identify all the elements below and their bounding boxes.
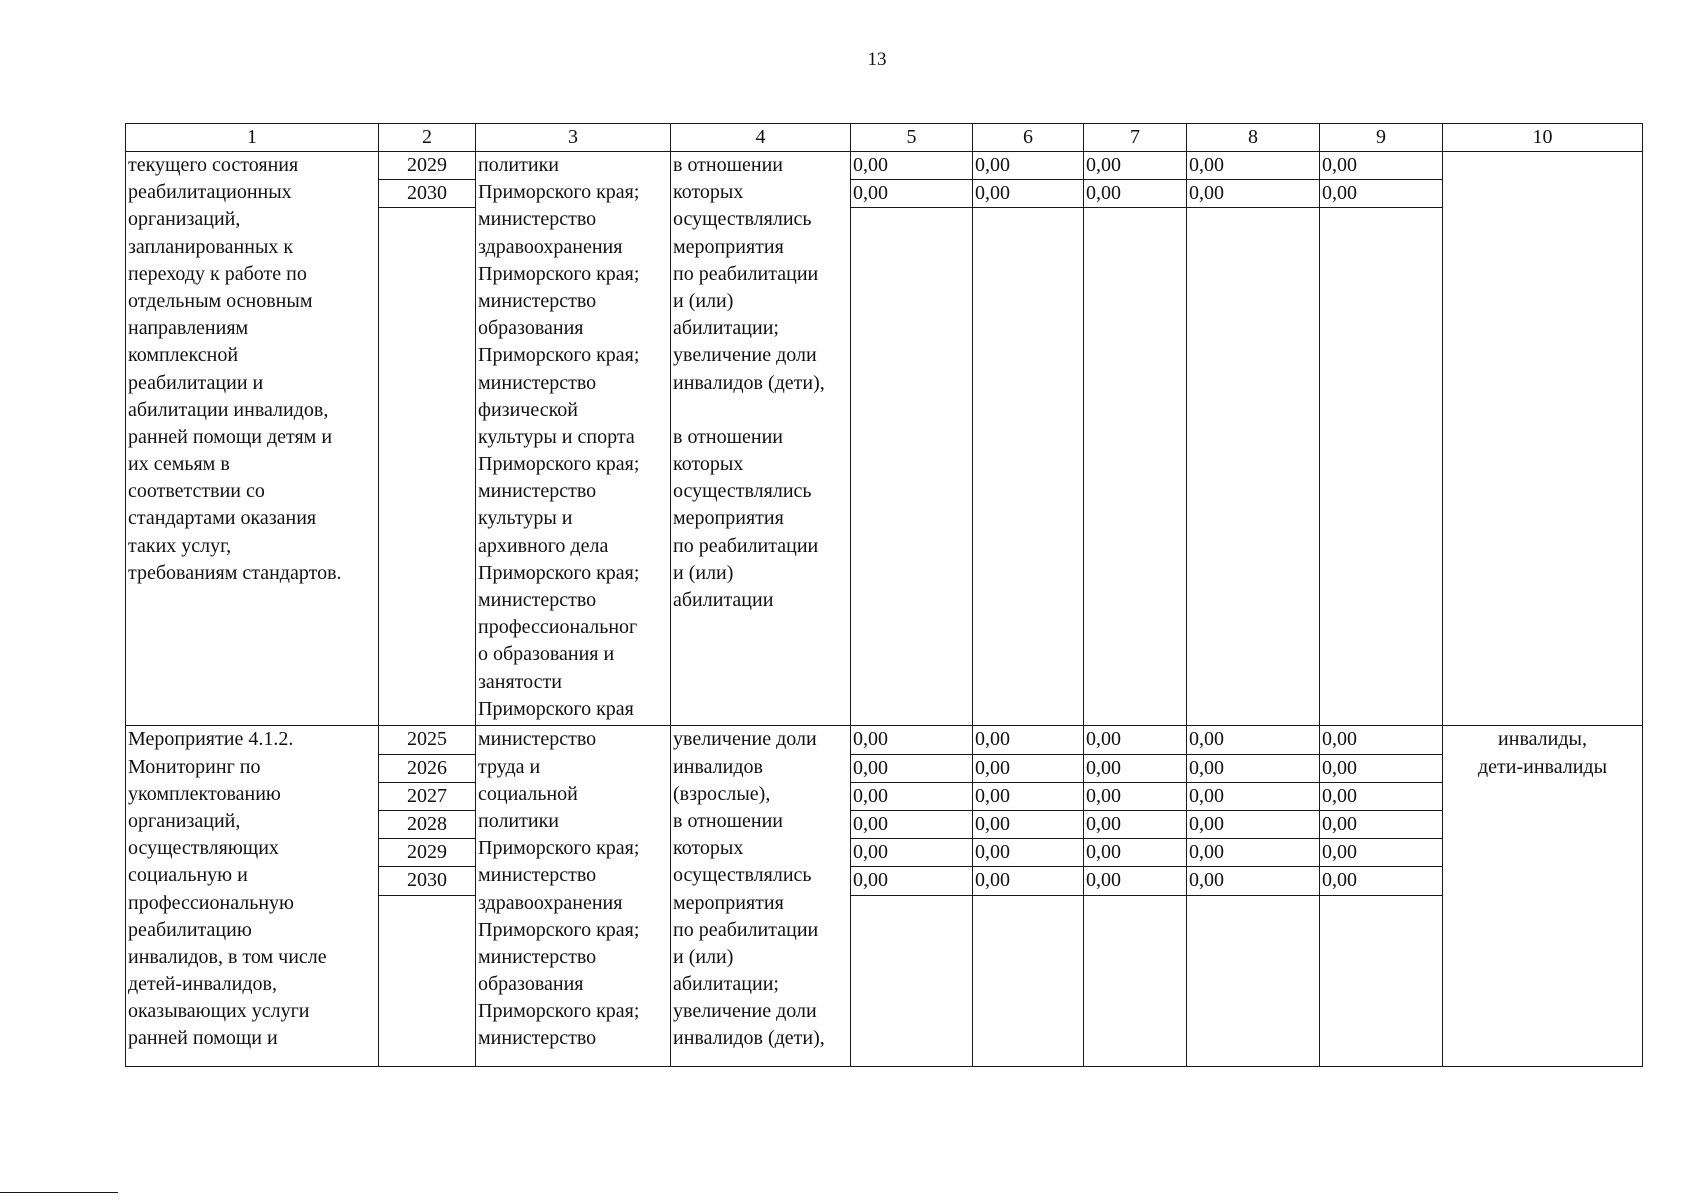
text-line: абилитации инвалидов, [128, 398, 329, 421]
text-line: Приморского края; [478, 918, 640, 941]
text-line: осуществлялись [673, 864, 812, 887]
value-cell: 0,00 [851, 782, 973, 810]
empty-cell [973, 208, 1084, 726]
text-line: осуществляющих [128, 837, 279, 860]
text-line: стандартами оказания [128, 507, 317, 530]
value-cell: 0,00 [1084, 811, 1187, 839]
year-cell: 2030 [379, 867, 476, 895]
text-line: мероприятия [673, 891, 784, 914]
text-line: отдельным основным [128, 289, 313, 312]
text-line: по реабилитации [673, 534, 819, 557]
text-line: Мероприятие 4.1.2. [128, 728, 294, 751]
text-line: комплексной [128, 344, 239, 367]
text-line: министерство [478, 1027, 597, 1050]
text-line: Приморского края; [478, 561, 640, 584]
year-cell: 2025 [379, 726, 476, 754]
empty-cell [1084, 895, 1187, 1066]
value-cell: 0,00 [1187, 839, 1320, 867]
text-line: инвалидов (дети), [673, 1027, 825, 1050]
beneficiaries-cell [1443, 152, 1643, 726]
empty-cell [379, 895, 476, 1066]
year-cell: 2028 [379, 811, 476, 839]
text-line: абилитации; [673, 317, 779, 340]
value-cell: 0,00 [1320, 152, 1443, 180]
text-line: соответствии со [128, 480, 265, 503]
text-line: образования [478, 973, 584, 996]
header-cell: 1 [126, 124, 379, 152]
value-cell: 0,00 [851, 152, 973, 180]
column-number-row [126, 124, 1643, 152]
empty-cell [1187, 208, 1320, 726]
text-line: оказывающих услуги [128, 1000, 310, 1023]
text-line: реабилитации и [128, 371, 264, 394]
text-line: текущего состояния [128, 154, 299, 176]
text-line: таких услуг, [128, 534, 232, 557]
text-line: организаций, [128, 809, 241, 832]
text-line: занятости [478, 670, 562, 693]
value-cell: 0,00 [1187, 726, 1320, 754]
text-line: Приморского края; [478, 344, 640, 367]
text-line: Приморского края; [478, 837, 640, 860]
value-cell: 0,00 [851, 867, 973, 895]
text-line: министерство [478, 480, 597, 503]
text-line: ранней помощи детям и [128, 425, 333, 448]
value-cell: 0,00 [973, 839, 1084, 867]
text-line: политики [478, 154, 559, 176]
value-cell: 0,00 [1320, 782, 1443, 810]
text-line: профессиональног [478, 616, 638, 639]
text-line: по реабилитации [673, 918, 819, 941]
table-row [126, 152, 1643, 180]
text-line: Приморского края; [478, 181, 640, 204]
text-line: реабилитацию [128, 918, 252, 941]
year-cell: 2030 [379, 180, 476, 208]
responsible-executors-cell [476, 726, 671, 1066]
text-line: их семьям в [128, 453, 230, 476]
activity-description-cell [126, 152, 379, 726]
text-line: укомплектованию [128, 782, 281, 805]
text-line: труда и [478, 755, 541, 778]
text-line: в отношении [673, 425, 784, 448]
text-line: и (или) [673, 945, 734, 968]
text-line: образования [478, 317, 584, 340]
table-row [126, 726, 1643, 754]
value-cell: 0,00 [973, 152, 1084, 180]
empty-cell [1320, 208, 1443, 726]
text-line: в отношении [673, 154, 784, 176]
text-line: министерство [478, 864, 597, 887]
text-line: культуры и спорта [478, 425, 635, 448]
value-cell: 0,00 [1187, 152, 1320, 180]
text-line: политики [478, 809, 559, 832]
text-line: Приморского края; [478, 1000, 640, 1023]
header-cell: 6 [973, 124, 1084, 152]
value-cell: 0,00 [1084, 726, 1187, 754]
empty-cell [1084, 208, 1187, 726]
table-body [126, 124, 1643, 1067]
value-cell: 0,00 [1187, 782, 1320, 810]
text-line: переходу к работе по [128, 262, 307, 285]
value-cell: 0,00 [973, 726, 1084, 754]
value-cell: 0,00 [1320, 180, 1443, 208]
value-cell: 0,00 [851, 811, 973, 839]
value-cell: 0,00 [1320, 726, 1443, 754]
responsible-executors-cell [476, 152, 671, 726]
indicator-cell [671, 152, 851, 726]
text-line: мероприятия [673, 235, 784, 258]
text-line: осуществлялись [673, 208, 812, 231]
value-cell: 0,00 [1187, 754, 1320, 782]
header-cell: 3 [476, 124, 671, 152]
value-cell: 0,00 [1084, 152, 1187, 180]
text-line: ранней помощи и [128, 1027, 278, 1050]
text-line: культуры и [478, 507, 573, 530]
text-line: увеличение доли [673, 344, 817, 367]
text-line: и (или) [673, 561, 734, 584]
year-cell: 2026 [379, 754, 476, 782]
header-cell: 9 [1320, 124, 1443, 152]
text-line: увеличение доли [673, 1000, 817, 1023]
beneficiaries-cell [1443, 726, 1643, 1066]
indicator-cell [671, 726, 851, 1066]
text-line: архивного дела [478, 534, 609, 557]
text-line: министерство [478, 728, 597, 751]
text-line: запланированных к [128, 235, 294, 258]
value-cell: 0,00 [1187, 180, 1320, 208]
text-line: которых [673, 453, 744, 476]
text-line: детей-инвалидов, [128, 973, 277, 996]
value-cell: 0,00 [1187, 867, 1320, 895]
text-line: которых [673, 837, 744, 860]
empty-cell [973, 895, 1084, 1066]
value-cell: 0,00 [1320, 839, 1443, 867]
text-line: о образования и [478, 643, 615, 666]
text-line: физической [478, 398, 578, 421]
header-cell: 5 [851, 124, 973, 152]
text-line: социальной [478, 782, 578, 805]
value-cell: 0,00 [1084, 867, 1187, 895]
value-cell: 0,00 [973, 811, 1084, 839]
page-number: 13 [867, 49, 887, 70]
text-line: министерство [478, 371, 597, 394]
value-cell: 0,00 [1320, 811, 1443, 839]
value-cell: 0,00 [973, 180, 1084, 208]
text-line: абилитации; [673, 973, 779, 996]
text-line: осуществлялись [673, 480, 812, 503]
year-cell: 2029 [379, 839, 476, 867]
text-line: организаций, [128, 208, 241, 231]
text-line: министерство [478, 208, 597, 231]
text-line: требованиям стандартов. [128, 561, 342, 584]
value-cell: 0,00 [1320, 867, 1443, 895]
empty-cell [1187, 895, 1320, 1066]
value-cell: 0,00 [973, 867, 1084, 895]
value-cell: 0,00 [1084, 180, 1187, 208]
text-line: инвалидов [673, 755, 763, 778]
text-line: здравоохранения [478, 891, 623, 914]
value-cell: 0,00 [851, 839, 973, 867]
text-line: профессиональную [128, 891, 294, 914]
text-line: министерство [478, 945, 597, 968]
value-cell: 0,00 [1084, 754, 1187, 782]
value-cell: 0,00 [973, 782, 1084, 810]
text-line: инвалидов (дети), [673, 371, 825, 394]
text-line: инвалидов, в том числе [128, 945, 327, 968]
text-line: социальную и [128, 864, 248, 887]
text-line: увеличение доли [673, 728, 817, 751]
program-table [125, 123, 1643, 1067]
text-line: инвалиды, [1498, 728, 1587, 751]
value-cell: 0,00 [851, 726, 973, 754]
year-cell: 2029 [379, 152, 476, 180]
header-cell: 10 [1443, 124, 1643, 152]
empty-cell [851, 208, 973, 726]
value-cell: 0,00 [1084, 839, 1187, 867]
empty-cell [851, 895, 973, 1066]
value-cell: 0,00 [973, 754, 1084, 782]
empty-cell [379, 208, 476, 726]
value-cell: 0,00 [1187, 811, 1320, 839]
text-line: направлениям [128, 317, 249, 340]
text-line: в отношении [673, 809, 784, 832]
text-line: дети-инвалиды [1477, 755, 1608, 778]
value-cell: 0,00 [1320, 754, 1443, 782]
text-line: абилитации [673, 589, 774, 611]
text-line: здравоохранения [478, 235, 623, 258]
activity-description-cell [126, 726, 379, 1066]
year-cell: 2027 [379, 782, 476, 810]
text-line: (взрослые), [673, 782, 771, 805]
text-line: Приморского края; [478, 262, 640, 285]
header-cell: 4 [671, 124, 851, 152]
header-cell: 2 [379, 124, 476, 152]
text-line: Приморского края; [478, 453, 640, 476]
text-line [673, 397, 848, 424]
header-cell: 8 [1187, 124, 1320, 152]
header-cell: 7 [1084, 124, 1187, 152]
text-line: Мониторинг по [128, 755, 261, 778]
value-cell: 0,00 [851, 180, 973, 208]
text-line: реабилитационных [128, 181, 292, 204]
text-line: Приморского края [478, 697, 634, 720]
text-line: которых [673, 181, 744, 204]
footnote-separator [0, 1192, 118, 1193]
text-line: мероприятия [673, 507, 784, 530]
value-cell: 0,00 [851, 754, 973, 782]
text-line: министерство [478, 589, 597, 611]
text-line: и (или) [673, 289, 734, 312]
text-line: по реабилитации [673, 262, 819, 285]
text-line: министерство [478, 289, 597, 312]
empty-cell [1320, 895, 1443, 1066]
value-cell: 0,00 [1084, 782, 1187, 810]
